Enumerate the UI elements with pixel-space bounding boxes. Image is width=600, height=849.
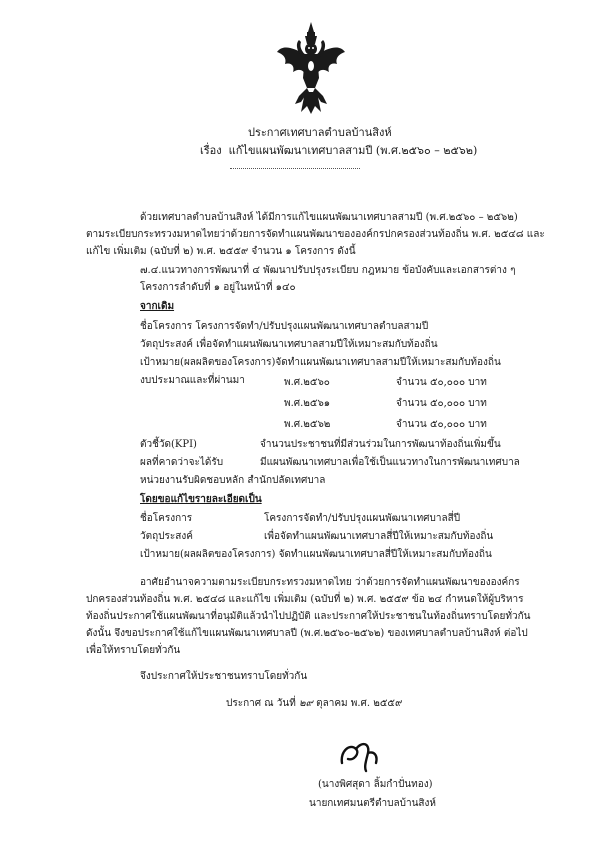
budget-amount-3: จำนวน ๕๐,๐๐๐ บาท [396, 419, 487, 430]
revised-target: เป้าหมาย(ผลผลิตของโครงการ) จัดทำแผนพัฒนาเทศบาลสี่ปีให้เหมาะสมกับท้องถิ่น [140, 549, 492, 560]
original-project-name: ชื่อโครงการ โครงการจัดทำ/ปรับปรุงแผนพัฒนาเทศบาลตำบลสามปี [140, 321, 429, 332]
date-rest: ตุลาคม พ.ศ. ๒๕๕๙ [316, 698, 403, 709]
agency-text: หน่วยงานรับผิดชอบหลัก สำนักปลัดเทศบาล [140, 475, 326, 486]
date-prefix: ประกาศ ณ วันที่ [226, 698, 296, 709]
revised-objective: เพื่อจัดทำแผนพัฒนาเทศบาลสี่ปีให้เหมาะสมกับท้องถิ่น [264, 531, 494, 542]
garuda-emblem-icon [275, 22, 347, 114]
announcement-title: ประกาศเทศบาลตำบลบ้านสิงห์ [248, 126, 392, 139]
closing-text: จึงประกาศให้ประชาชนทราบโดยทั่วกัน [140, 671, 308, 682]
original-objective: วัตถุประสงค์ เพื่อจัดทำแผนพัฒนาเทศบาลสามปีให้เหมาะสมกับท้องถิ่น [140, 339, 438, 350]
revised-heading: โดยขอแก้ไขรายละเอียดเป็น [140, 494, 262, 505]
authority-line-4: ดังนั้น จึงขอประกาศใช้แก้ไขแผนพัฒนาเทศบาลปี (พ.ศ.๒๕๖๐-๒๕๖๒) ของเทศบาลตำบลบ้านสิงห์ ต่อไป [86, 628, 528, 639]
expected-text: มีแผนพัฒนาเทศบาลเพื่อใช้เป็นแนวทางในการพัฒนาเทศบาล [260, 457, 520, 468]
signer-position: นายกเทศมนตรีตำบลบ้านสิงห์ [309, 798, 436, 809]
subject-label: เรื่อง [200, 144, 222, 157]
handwritten-signature-icon [336, 733, 386, 773]
intro-line-1: ด้วยเทศบาลตำบลบ้านสิงห์ ได้มีการแก้ไขแผนพัฒนาเทศบาลสามปี (พ.ศ.๒๕๖๐ – ๒๕๖๒) [140, 212, 518, 223]
subject-text: แก้ไขแผนพัฒนาเทศบาลสามปี (พ.ศ.๒๕๖๐ – ๒๕๖๒) [228, 144, 478, 157]
budget-year-3: พ.ศ.๒๕๖๒ [284, 419, 331, 430]
budget-year-1: พ.ศ.๒๕๖๐ [284, 377, 330, 388]
authority-line-2: ปกครองส่วนท้องถิ่น พ.ศ. ๒๕๔๘ และแก้ไข เพิ่มเติม (ฉบับที่ ๒) พ.ศ. ๒๕๕๙ ข้อ ๒๔ กำหนดให้ผู้บริหาร [86, 594, 524, 605]
revised-objective-label: วัตถุประสงค์ [140, 531, 193, 542]
date-line [226, 697, 402, 710]
kpi-label: ตัวชี้วัด(KPI) [140, 439, 197, 450]
signer-name: (นางพิศสุดา ลิ้มกำปั่นทอง) [318, 779, 433, 790]
authority-line-3: ท้องถิ่นประกาศใช้แผนพัฒนาที่อนุมัติแล้วนำไปปฏิบัติ และประกาศให้ประชาชนในท้องถิ่นทราบโดยทั่วกัน [86, 611, 531, 622]
budget-amount-2: จำนวน ๕๐,๐๐๐ บาท [396, 398, 487, 409]
expected-label: ผลที่คาดว่าจะได้รับ [140, 457, 224, 468]
subject-line [200, 144, 477, 157]
revised-project-label: ชื่อโครงการ [140, 513, 193, 524]
kpi-text: จำนวนประชาชนที่มีส่วนร่วมในการพัฒนาท้องถิ่นเพิ่มขึ้น [260, 439, 501, 450]
intro-line-3: แก้ไข เพิ่มเติม (ฉบับที่ ๒) พ.ศ. ๒๕๕๙ จำนวน ๑ โครงการ ดังนี้ [86, 246, 356, 257]
header-divider [230, 168, 360, 169]
authority-line-1: อาศัยอำนาจความตามระเบียบกระทรวงมหาดไทย ว่าด้วยการจัดทำแผนพัฒนาขององค์กร [140, 577, 520, 588]
budget-label: งบประมาณและที่ผ่านมา [140, 375, 245, 386]
authority-line-5: เพื่อให้ทราบโดยทั่วกัน [86, 645, 181, 656]
intro-line-2: ตามระเบียบกระทรวงมหาดไทยว่าด้วยการจัดทำแผนพัฒนาขององค์กรปกครองส่วนท้องถิ่น พ.ศ. ๒๕๔๘ และ [86, 229, 545, 240]
budget-year-2: พ.ศ.๒๕๖๑ [284, 398, 331, 409]
revised-project: โครงการจัดทำ/ปรับปรุงแผนพัฒนาเทศบาลสี่ปี [264, 513, 461, 524]
budget-amount-1: จำนวน ๕๐,๐๐๐ บาท [396, 377, 487, 388]
section-line-1: ๗.๔.แนวทางการพัฒนาที่ ๔ พัฒนาปรับปรุงระเบียบ กฎหมาย ข้อบังคับและเอกสารต่าง ๆ [140, 265, 516, 276]
date-day: ๒๙ [298, 698, 313, 709]
original-heading: จากเดิม [140, 301, 175, 312]
original-target: เป้าหมาย(ผลผลิตของโครงการ)จัดทำแผนพัฒนาเทศบาลสามปีให้เหมาะสมกับท้องถิ่น [140, 357, 501, 368]
section-line-2: โครงการลำดับที่ ๑ อยู่ในหน้าที่ ๑๔๐ [140, 282, 296, 293]
